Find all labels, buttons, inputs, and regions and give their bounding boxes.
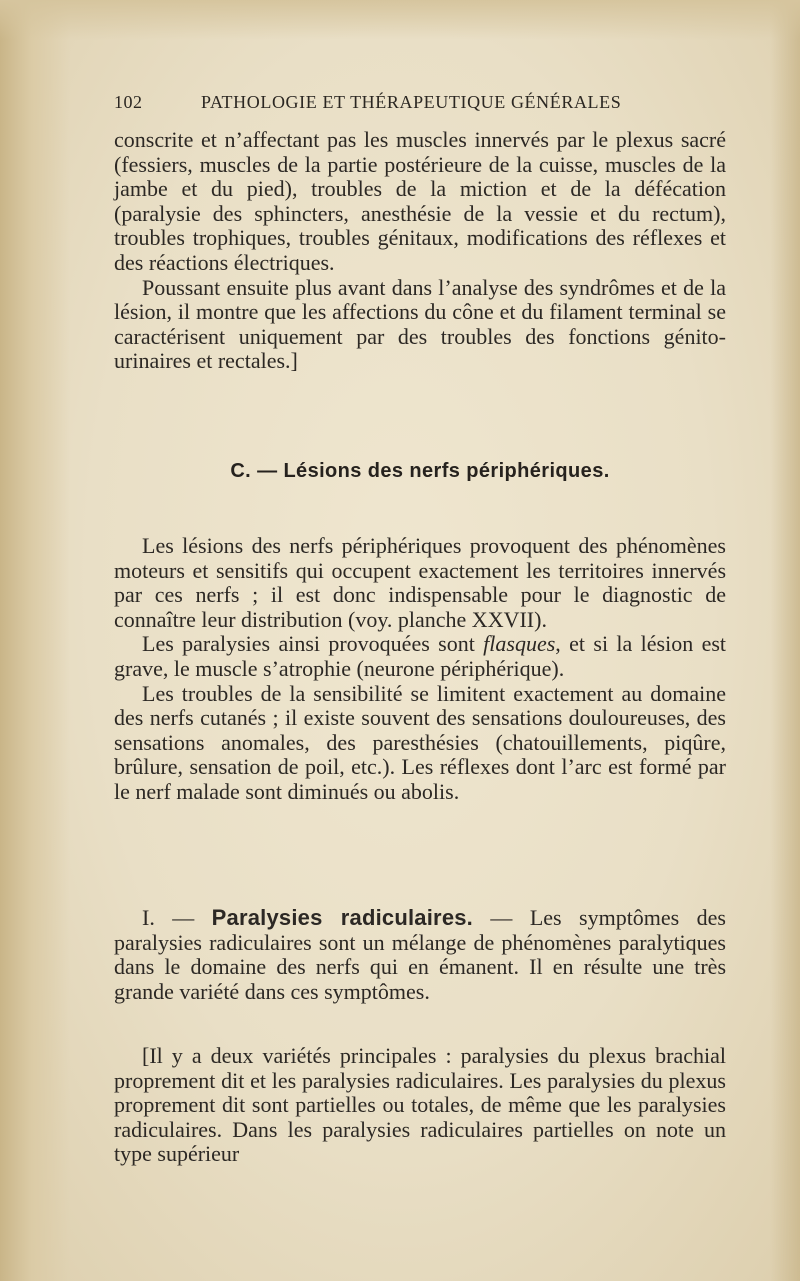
running-title: PATHOLOGIE ET THÉRAPEUTIQUE GÉNÉRALES [201,92,622,112]
paragraph-varietes: [Il y a deux variétés principales : paralysies du plexus brachial proprement dit et les paralysies radiculaires. Les paralysies du plexus proprement dit sont partielles ou totales, de même que les paralysies radiculaires. Dans les paralysies radiculaires partielles on note un type supérieur [114,1043,726,1167]
paralysies-text-after: , et si la lésion est grave, le muscle s’atrophie (neurone périphérique). [114,631,727,681]
paragraph-troubles: Les troubles de la sensibilité se limitent exactement au domaine des nerfs cutanés ; il existe souvent des sensations douloureuses, des sensations anomales, des paresthésies (chatouillements, piqûre, brûlure, sensation de poil, etc.). Les réflexes dont l’arc est formé par le nerf malade sont diminués ou abolis. [114,680,726,804]
radiculaires-body: — Les symptômes des paralysies radiculaires sont un mélange de phénomènes paralytiques dans le domaine des nerfs qui en émanent. Il en résulte une très grande variété dans ces symptômes. [114,905,726,1004]
radiculaires-prefix: I. — [142,905,212,930]
paragraph-lesions: Les lésions des nerfs périphériques provoquent des phénomènes moteurs et sensitifs qui occupent exactement les territoires innervés par ces nerfs ; il est donc indispensable pour le diagnostic de connaître leur distribution (voy. planche XXVII). [114,533,726,632]
paralysies-italic-term: flasques [483,631,556,657]
paragraph-intro-continued: conscrite et n’affectant pas les muscles innervés par le plexus sacré (fessiers, muscles de la partie postérieure de la cuisse, muscles de la jambe et du pied), troubles de la miction et de la défécation (paralysie des sphincters, anesthésie de la vessie et du rectum), troubles trophiques, troubles génitaux, modifications des réflexes et des réactions électriques. [114,127,726,275]
page-header [114,92,726,122]
paragraph-poussant: Poussant ensuite plus avant dans l’analyse des syndrômes et de la lésion, il montre que les affections du cône et du filament terminal se caractérisent uniquement par des troubles des fonctions génito-urinaires et rectales.] [114,274,726,374]
radiculaires-heading: Paralysies radiculaires. [211,905,473,930]
text-block-varietes [114,1044,726,1167]
paragraph-paralysies [114,632,726,681]
text-block-top [114,128,726,374]
page-shadow-right [770,0,800,1281]
text-block-radiculaires [114,906,726,1004]
section-heading: C. — Lésions des nerfs périphériques. [230,460,610,482]
page-number: 102 [114,92,143,112]
text-block-lesions [114,534,726,805]
paralysies-text-before: Les paralysies ainsi provoquées sont [142,631,484,657]
page-shadow-left [0,0,70,1281]
page-shadow-top [0,0,800,40]
paragraph-radiculaires [114,906,726,1004]
